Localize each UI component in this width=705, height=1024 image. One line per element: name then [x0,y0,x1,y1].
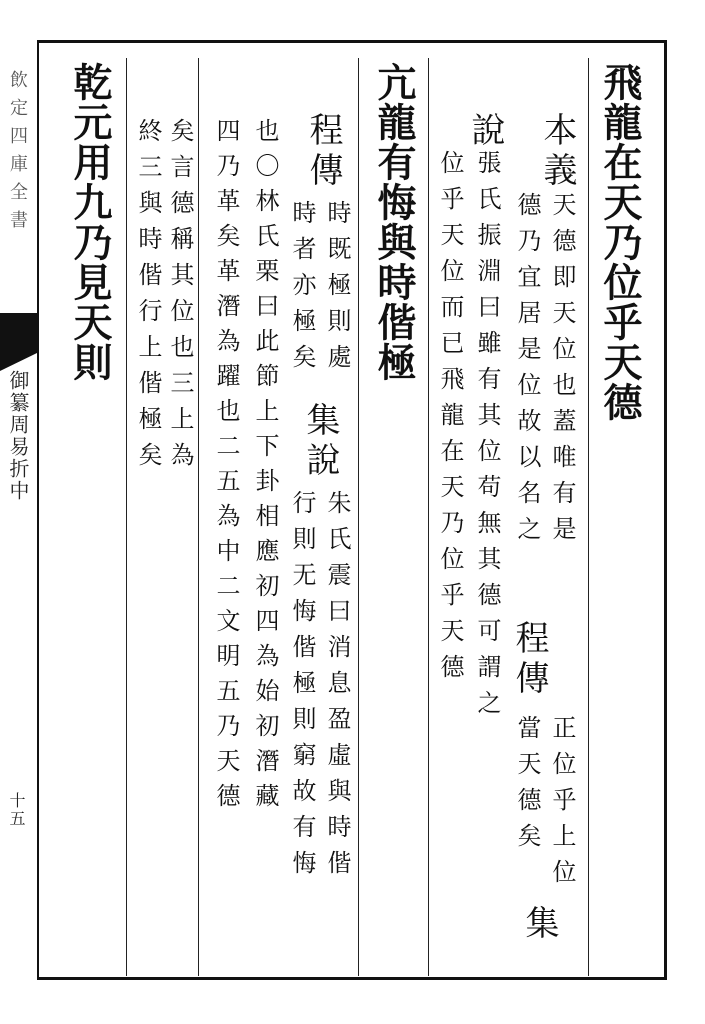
text-column-10: 張氏振淵曰雖有其位苟無其德可謂之 [473,150,501,726]
margin-top-text: 飲定四庫全書 [7,70,28,238]
text-column-2: 本義 [537,112,577,192]
column-rule [588,58,589,976]
text-column-11: 位乎天位而已飛龍在天乃位乎天德 [436,150,464,690]
page-number: 十五 [7,792,26,828]
text-column-4: 德乃宜居是位故以名之 [513,192,541,552]
text-column-6: 正位乎上位 [548,715,576,895]
margin-tab-wedge [0,353,37,371]
text-column-13: 程傳 [303,112,343,192]
text-column-9: 說 [465,112,505,152]
margin-tab-mark [0,313,37,353]
text-column-20: 四乃革矣革潛為躍也二五為中二文明五乃天德 [212,118,240,818]
text-column-22: 終三與時偕行上偕極矣 [134,118,162,478]
book-title: 御纂周易折中 [6,370,30,502]
text-column-18: 行則无悔偕極則窮故有悔 [288,490,316,886]
text-column-23: 乾元用九乃見天則 [67,62,113,382]
text-column-17: 朱氏震曰消息盈虛與時偕 [323,490,351,886]
text-column-3: 天德即天位也蓋唯有是 [548,192,576,552]
text-column-1: 飛龍在天乃位乎天德 [597,62,643,422]
text-column-19: 也〇林氏栗曰此節上下卦相應初四為始初潛藏 [251,118,279,818]
text-column-8: 集 [519,905,559,945]
text-column-7: 當天德矣 [513,715,541,859]
text-column-12: 亢龍有悔與時偕極 [371,62,417,382]
column-rule [358,58,359,976]
text-column-15: 時者亦極矣 [288,200,316,380]
column-rule [198,58,199,976]
text-column-5: 程傳 [509,620,549,700]
text-column-14: 時既極則處 [323,200,351,380]
page-margin [0,40,37,980]
left-border-line [37,40,39,980]
text-column-16: 集說 [300,402,340,482]
text-column-21: 矣言德稱其位也三上為 [166,118,194,478]
column-rule [126,58,127,976]
column-rule [428,58,429,976]
